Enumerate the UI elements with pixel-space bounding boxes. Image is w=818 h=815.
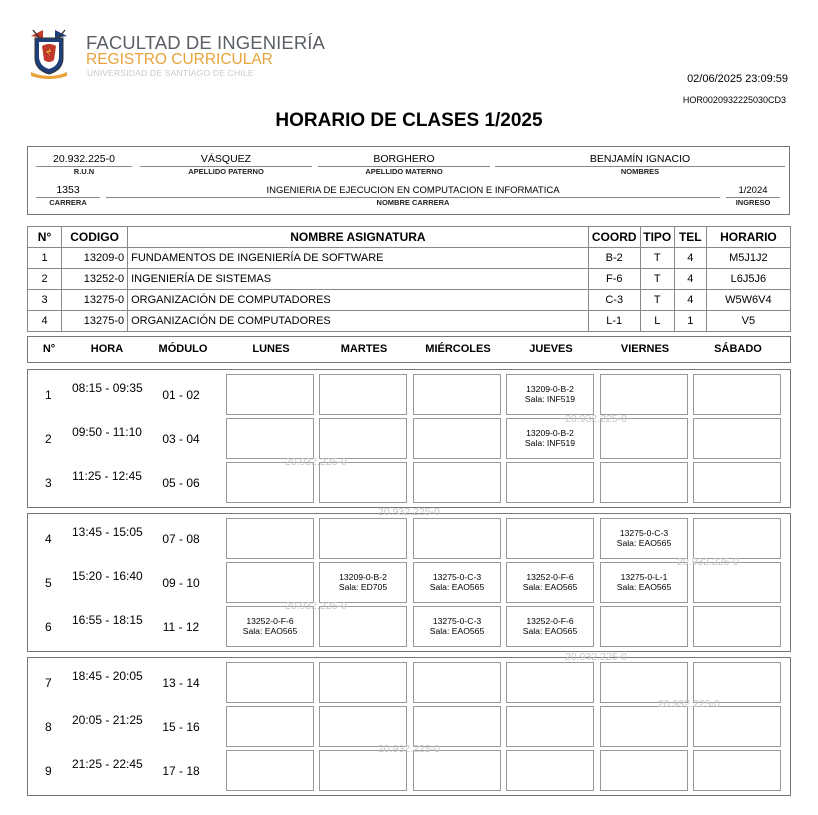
col-header-tipo: TIPO [640, 227, 674, 248]
cell-martes [319, 662, 407, 703]
page-title: HORARIO DE CLASES 1/2025 [275, 110, 543, 131]
maternal-label: APELLIDO MATERNO [318, 166, 490, 177]
cell-viernes [600, 418, 688, 459]
faculty-name: FACULTAD DE INGENIERÍA [86, 32, 325, 53]
class-room: Sala: EAO565 [616, 582, 672, 592]
cell-jueves [506, 662, 594, 703]
cell-martes [319, 518, 407, 559]
cell-jueves [506, 706, 594, 747]
schedule-group-afternoon [27, 513, 791, 652]
subject-name: FUNDAMENTOS DE INGENIERÍA DE SOFTWARE [128, 248, 589, 269]
paternal-label: APELLIDO PATERNO [140, 166, 312, 177]
cell-sabado [693, 518, 781, 559]
sched-col-modulo: MÓDULO [158, 343, 208, 355]
cell-sabado [693, 418, 781, 459]
row-hora: 21:25 - 22:45 [72, 757, 143, 771]
subject-n: 3 [28, 290, 62, 311]
schedule-row [28, 602, 790, 646]
class-code: 13252-0-F-6 [526, 572, 574, 582]
cell-miercoles [413, 562, 501, 603]
schedule-row [28, 514, 790, 558]
cell-sabado [693, 662, 781, 703]
subject-n: 2 [28, 269, 62, 290]
subject-tel: 4 [674, 290, 706, 311]
cell-miercoles [413, 462, 501, 503]
schedule-row [28, 558, 790, 602]
row-modulo: 17 - 18 [162, 764, 200, 778]
cell-miercoles [413, 606, 501, 647]
cell-jueves [506, 750, 594, 791]
col-header-tel: TEL [674, 227, 706, 248]
schedule-group-evening [27, 657, 791, 796]
subject-name: INGENIERÍA DE SISTEMAS [128, 269, 589, 290]
col-header-horario: HORARIO [706, 227, 790, 248]
subject-tel: 4 [674, 248, 706, 269]
class-room: Sala: EAO565 [429, 626, 485, 636]
class-room: Sala: EAO565 [429, 582, 485, 592]
subjects-header-row [28, 227, 791, 248]
row-modulo: 03 - 04 [162, 432, 200, 446]
subject-coord: F-6 [588, 269, 640, 290]
row-modulo: 07 - 08 [162, 532, 200, 546]
sched-col-n: N° [42, 343, 56, 355]
schedule-group-morning [27, 369, 791, 508]
subject-coord: L-1 [588, 311, 640, 332]
admission-value: 1/2024 [738, 185, 768, 196]
row-hora: 20:05 - 21:25 [72, 713, 143, 727]
schedule-row [28, 414, 790, 458]
schedule-row [28, 370, 790, 414]
run-field [36, 153, 132, 177]
subject-tipo: L [640, 311, 674, 332]
sched-col-martes: MARTES [340, 343, 388, 355]
cell-miercoles [413, 374, 501, 415]
class-code: 13252-0-F-6 [246, 616, 294, 626]
cell-miercoles [413, 706, 501, 747]
row-hora: 15:20 - 16:40 [72, 569, 143, 583]
class-room: Sala: EAO565 [522, 582, 578, 592]
row-number: 3 [45, 476, 52, 490]
cell-sabado [693, 374, 781, 415]
subject-horario: W5W6V4 [706, 290, 790, 311]
cell-viernes [600, 662, 688, 703]
admission-label: INGRESO [726, 197, 780, 208]
table-row [28, 248, 791, 269]
names-label: NOMBRES [495, 166, 785, 177]
row-number: 2 [45, 432, 52, 446]
subject-code: 13252-0 [62, 269, 128, 290]
subject-name: ORGANIZACIÓN DE COMPUTADORES [128, 311, 589, 332]
cell-viernes [600, 750, 688, 791]
row-number: 5 [45, 576, 52, 590]
row-number: 9 [45, 764, 52, 778]
row-number: 8 [45, 720, 52, 734]
table-row [28, 290, 791, 311]
cell-viernes [600, 562, 688, 603]
cell-miercoles [413, 518, 501, 559]
run-label: R.U.N [36, 166, 132, 177]
watermark-text: 20.932.225-0 [378, 743, 440, 755]
cell-sabado [693, 706, 781, 747]
class-room: Sala: INF519 [524, 394, 576, 404]
cell-martes [319, 750, 407, 791]
subject-horario: M5J1J2 [706, 248, 790, 269]
cell-martes [319, 374, 407, 415]
registry-name: REGISTRO CURRICULAR [86, 51, 273, 68]
admission-field [726, 184, 780, 208]
class-room: Sala: INF519 [524, 438, 576, 448]
watermark-text: 20.932.225-0 [285, 456, 347, 468]
class-room: Sala: EAO565 [242, 626, 298, 636]
career-name-field [106, 184, 720, 208]
row-modulo: 11 - 12 [162, 620, 200, 634]
sched-col-jueves: JUEVES [529, 343, 573, 355]
names-field [495, 153, 785, 177]
col-header-name: NOMBRE ASIGNATURA [128, 227, 589, 248]
watermark-text: 20.932.225-0 [658, 698, 720, 710]
row-hora: 08:15 - 09:35 [72, 381, 143, 395]
paternal-field [140, 153, 312, 177]
sched-col-miercoles: MIÉRCOLES [425, 343, 491, 355]
watermark-text: 20.932.225-0 [378, 506, 440, 518]
university-name: UNIVERSIDAD DE SANTIAGO DE CHILE [87, 68, 254, 78]
subject-tel: 1 [674, 311, 706, 332]
maternal-field [318, 153, 490, 177]
class-code: 13275-0-L-1 [620, 572, 668, 582]
cell-jueves [506, 374, 594, 415]
subject-coord: C-3 [588, 290, 640, 311]
cell-sabado [693, 462, 781, 503]
subject-code: 13275-0 [62, 311, 128, 332]
cell-miercoles [413, 662, 501, 703]
sched-col-lunes: LUNES [252, 343, 290, 355]
cell-miercoles [413, 750, 501, 791]
schedule-row [28, 658, 790, 702]
class-code: 13275-0-C-3 [619, 528, 669, 538]
cell-lunes [226, 374, 314, 415]
cell-sabado [693, 562, 781, 603]
student-info-box [27, 146, 790, 215]
cell-martes [319, 418, 407, 459]
sched-col-sabado: SÁBADO [714, 343, 762, 355]
career-code-value: 1353 [56, 184, 80, 196]
row-number: 6 [45, 620, 52, 634]
career-name-label: NOMBRE CARRERA [106, 197, 720, 208]
cell-viernes [600, 706, 688, 747]
schedule-row [28, 702, 790, 746]
row-number: 7 [45, 676, 52, 690]
cell-martes [319, 606, 407, 647]
document-code: HOR0020932225030CD3 [682, 95, 786, 105]
schedule-header [27, 336, 791, 363]
cell-lunes [226, 662, 314, 703]
university-logo [27, 26, 71, 80]
row-modulo: 01 - 02 [162, 388, 200, 402]
cell-lunes [226, 562, 314, 603]
row-hora: 18:45 - 20:05 [72, 669, 143, 683]
maternal-value: BORGHERO [373, 153, 435, 165]
cell-jueves [506, 606, 594, 647]
watermark-text: 20.932.225-0 [565, 651, 627, 663]
paternal-value: VÁSQUEZ [200, 153, 252, 165]
subject-horario: L6J5J6 [706, 269, 790, 290]
cell-lunes [226, 750, 314, 791]
col-header-n: N° [28, 227, 62, 248]
col-header-code: CODIGO [62, 227, 128, 248]
subject-tipo: T [640, 290, 674, 311]
career-name-value: INGENIERIA DE EJECUCION EN COMPUTACION E INFORMATICA [266, 185, 560, 196]
cell-viernes [600, 462, 688, 503]
cell-sabado [693, 606, 781, 647]
run-value: 20.932.225-0 [53, 153, 115, 165]
cell-viernes [600, 606, 688, 647]
class-room: Sala: EAO565 [616, 538, 672, 548]
subject-code: 13209-0 [62, 248, 128, 269]
row-number: 4 [45, 532, 52, 546]
subject-tipo: T [640, 248, 674, 269]
cell-lunes [226, 418, 314, 459]
subject-tel: 4 [674, 269, 706, 290]
subject-n: 4 [28, 311, 62, 332]
row-hora: 16:55 - 18:15 [72, 613, 143, 627]
cell-lunes [226, 606, 314, 647]
row-modulo: 05 - 06 [162, 476, 200, 490]
names-value: BENJAMÍN IGNACIO [589, 153, 691, 165]
watermark-text: 20.932.225-0 [677, 556, 739, 568]
subject-horario: V5 [706, 311, 790, 332]
subject-n: 1 [28, 248, 62, 269]
class-code: 13209-0-B-2 [526, 428, 574, 438]
print-datetime: 02/06/2025 23:09:59 [687, 73, 788, 85]
cell-jueves [506, 462, 594, 503]
cell-lunes [226, 706, 314, 747]
sched-col-viernes: VIERNES [620, 343, 670, 355]
cell-sabado [693, 750, 781, 791]
cell-viernes [600, 518, 688, 559]
row-number: 1 [45, 388, 52, 402]
cell-martes [319, 706, 407, 747]
class-code: 13209-0-B-2 [339, 572, 387, 582]
row-hora: 13:45 - 15:05 [72, 525, 143, 539]
cell-viernes [600, 374, 688, 415]
schedule-row [28, 458, 790, 502]
watermark-text: 20.932.225-0 [565, 413, 627, 425]
subject-tipo: T [640, 269, 674, 290]
col-header-coord: COORD [588, 227, 640, 248]
subjects-table [27, 226, 791, 332]
watermark-text: 20.932.225-0 [285, 600, 347, 612]
class-code: 13209-0-B-2 [526, 384, 574, 394]
subject-name: ORGANIZACIÓN DE COMPUTADORES [128, 290, 589, 311]
row-modulo: 13 - 14 [162, 676, 200, 690]
row-modulo: 09 - 10 [162, 576, 200, 590]
class-code: 13252-0-F-6 [526, 616, 574, 626]
cell-lunes [226, 462, 314, 503]
cell-jueves [506, 418, 594, 459]
class-code: 13275-0-C-3 [432, 616, 482, 626]
cell-jueves [506, 518, 594, 559]
row-hora: 11:25 - 12:45 [72, 469, 142, 483]
schedule-row [28, 746, 790, 790]
subject-coord: B-2 [588, 248, 640, 269]
table-row [28, 269, 791, 290]
cell-lunes [226, 518, 314, 559]
row-hora: 09:50 - 11:10 [72, 425, 142, 439]
cell-martes [319, 462, 407, 503]
class-room: Sala: ED705 [338, 582, 388, 592]
cell-miercoles [413, 418, 501, 459]
sched-col-hora: HORA [90, 343, 124, 355]
table-row [28, 311, 791, 332]
subject-code: 13275-0 [62, 290, 128, 311]
cell-martes [319, 562, 407, 603]
class-code: 13275-0-C-3 [432, 572, 482, 582]
row-modulo: 15 - 16 [162, 720, 200, 734]
career-code-field [36, 184, 100, 208]
career-code-label: CARRERA [36, 197, 100, 208]
cell-jueves [506, 562, 594, 603]
class-room: Sala: EAO565 [522, 626, 578, 636]
